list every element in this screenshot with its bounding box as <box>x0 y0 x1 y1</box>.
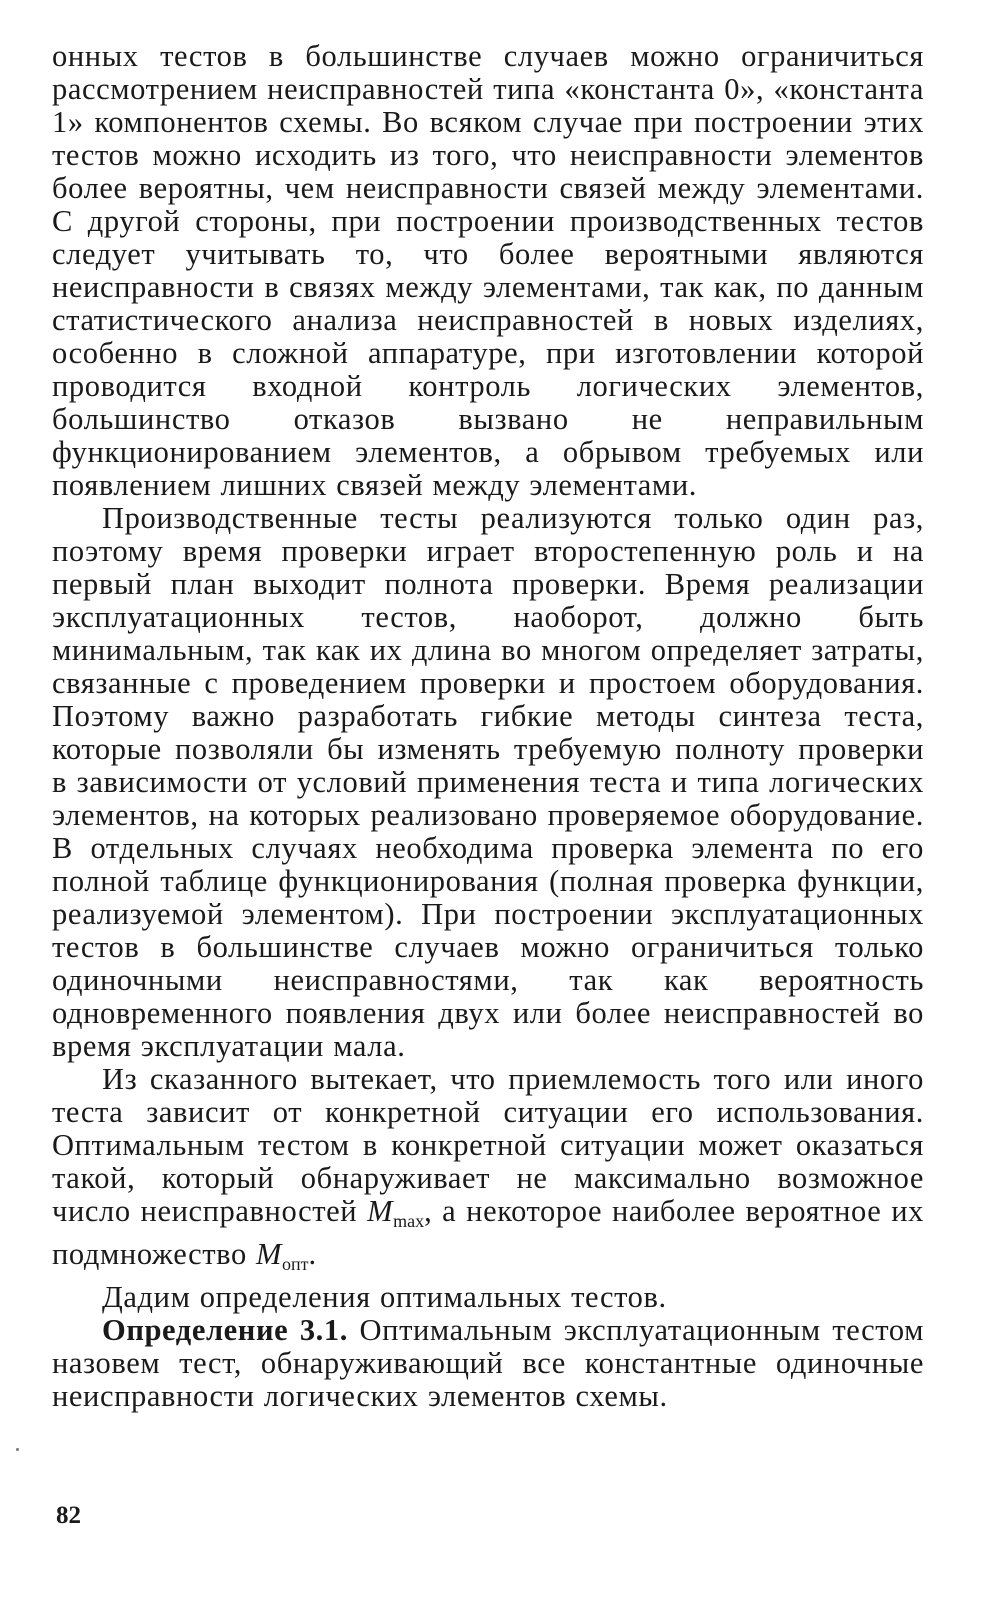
paragraph-3-text-c: . <box>308 1237 317 1271</box>
page-text <box>52 40 924 1413</box>
math-m-opt <box>256 1237 309 1274</box>
paragraph-3-text-b: , а некоторое наиболее вероятное их подмножество <box>52 1194 924 1271</box>
scan-speck <box>16 1448 19 1451</box>
paragraph-3 <box>52 1063 924 1281</box>
math-m-max-sub: max <box>393 1211 425 1231</box>
definition-paragraph <box>52 1314 924 1413</box>
math-m-opt-var: M <box>256 1237 283 1271</box>
paragraph-4: Дадим определения оптимальных тестов. <box>102 1280 667 1314</box>
math-m-max-var: M <box>367 1194 394 1228</box>
paragraph-2: Производственные тесты реализуются только один раз, поэтому время проверки играет второстепенную роль и на первый план выходит полнота проверки. Время реализации эксплуатационных тестов, наоборот, должно быть минимальным, так как их длина во многом определяет затраты, связанные с проведением проверки и простоем оборудования. Поэтому важно разработать гибкие методы синтеза теста, которые позволяли бы изменять требуемую полноту проверки в зависимости от условий применения теста и типа логических элементов, на которых реализовано проверяемое оборудование. В отдельных случаях необходима проверка элемента по его полной таблице функционирования (полная проверка функции, реализуемой элементом). При построении эксплуатационных тестов в большинстве случаев можно ограничиться только одиночными неисправностями, так как вероятность одновременного появления двух или более неисправностей во время эксплуатации мала. <box>52 501 924 1063</box>
paragraph-1: онных тестов в большинстве случаев можно ограничиться рассмотрением неисправностей типа «константа 0», «константа 1» компонентов схемы. Во всяком случае при построении этих тестов можно исходить из того, что неисправности элементов более вероятны, чем неисправности связей между элементами. С другой стороны, при построении производственных тестов следует учитывать то, что более вероятными являются неисправности в связях между элементами, так как, по данным статистического анализа неисправностей в новых изделиях, особенно в сложной аппаратуре, при изготовлении которой проводится входной контроль логических элементов, большинство отказов вызвано не неправильным функционированием элементов, а обрывом требуемых или появлением лишних связей между элементами. <box>52 39 924 502</box>
definition-text: Оптимальным эксплуатационным тестом назовем тест, обнаруживающий все константные одиночные неисправности логических элементов схемы. <box>52 1313 924 1413</box>
page-number: 82 <box>56 1502 81 1529</box>
math-m-max <box>367 1194 425 1231</box>
paragraph-3-text-a: Из сказанного вытекает, что приемлемость того или иного теста зависит от конкретной ситуации его использования. Оптимальным тестом в конкретной ситуации может оказаться такой, который обнаруживает не максимально возможное число неисправностей <box>52 1062 924 1228</box>
math-m-opt-sub: опт <box>282 1254 309 1274</box>
definition-label: Определение 3.1. <box>102 1313 348 1347</box>
